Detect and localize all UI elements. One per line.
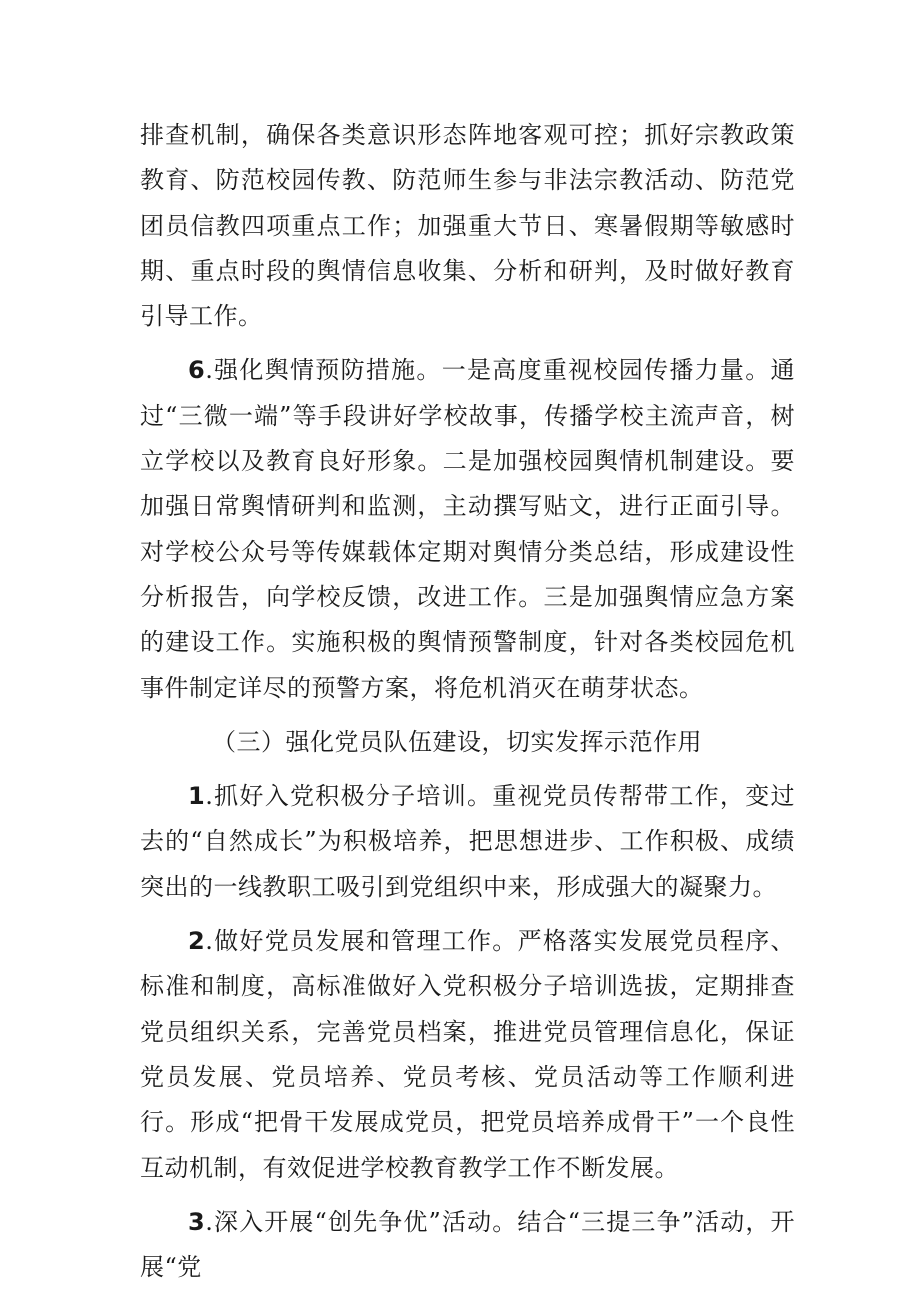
item-number: 2 — [188, 927, 206, 956]
paragraph-item-2 — [140, 919, 795, 1191]
paragraph-item-6 — [140, 348, 795, 710]
paragraph-gap — [0, 711, 920, 720]
item-text: .抓好入党积极分子培训。重视党员传帮带工作，变过去的“自然成长”为积极培养，把思想进步、工作积极、成绩突出的一线教职工吸引到党组织中来，形成强大的凝聚力。 — [140, 782, 795, 901]
item-number: 6 — [188, 356, 206, 385]
paragraph-gap — [0, 765, 920, 774]
paragraph-item-3 — [140, 1200, 795, 1291]
item-text: .做好党员发展和管理工作。严格落实发展党员程序、标准和制度，高标准做好入党积极分子培训选拔，定期排查党员组织关系，完善党员档案，推进党员管理信息化，保证党员发展、党员培养、党员考核、党员活动等工作顺利进行。形成“把骨干发展成党员，把党员培养成骨干”一个良性互动机制，有效促进学校教育教学工作不断发展。 — [140, 927, 795, 1182]
item-text: .深入开展“创先争优”活动。结合“三提三争”活动，开展“党 — [140, 1207, 795, 1282]
item-number: 1 — [188, 782, 206, 811]
item-text: .强化舆情预防措施。一是高度重视校园传播力量。通过“三微一端”等手段讲好学校故事，传播学校主流声音，树立学校以及教育良好形象。二是加强校园舆情机制建设。要加强日常舆情研判和监测，主动撰写贴文，进行正面引导。对学校公众号等传媒载体定期对舆情分类总结，形成建设性分析报告，向学校反馈，改进工作。三是加强舆情应急方案的建设工作。实施积极的舆情预警制度，针对各类校园危机事件制定详尽的预警方案，将危机消灭在萌芽状态。 — [140, 356, 795, 702]
item-number: 3 — [188, 1207, 206, 1236]
paragraph-item-1 — [140, 774, 795, 910]
paragraph-continuation: 排查机制，确保各类意识形态阵地客观可控；抓好宗教政策教育、防范校园传教、防范师生参与非法宗教活动、防范党团员信教四项重点工作；加强重大节日、寒暑假期等敏感时期、重点时段的舆情信息收集、分析和研判，及时做好教育引导工作。 — [140, 121, 795, 331]
paragraph-gap — [0, 1191, 920, 1200]
paragraph-gap — [0, 339, 920, 348]
section-heading: （三）强化党员队伍建设，切实发挥示范作用 — [212, 727, 702, 756]
paragraph-gap — [0, 910, 920, 919]
